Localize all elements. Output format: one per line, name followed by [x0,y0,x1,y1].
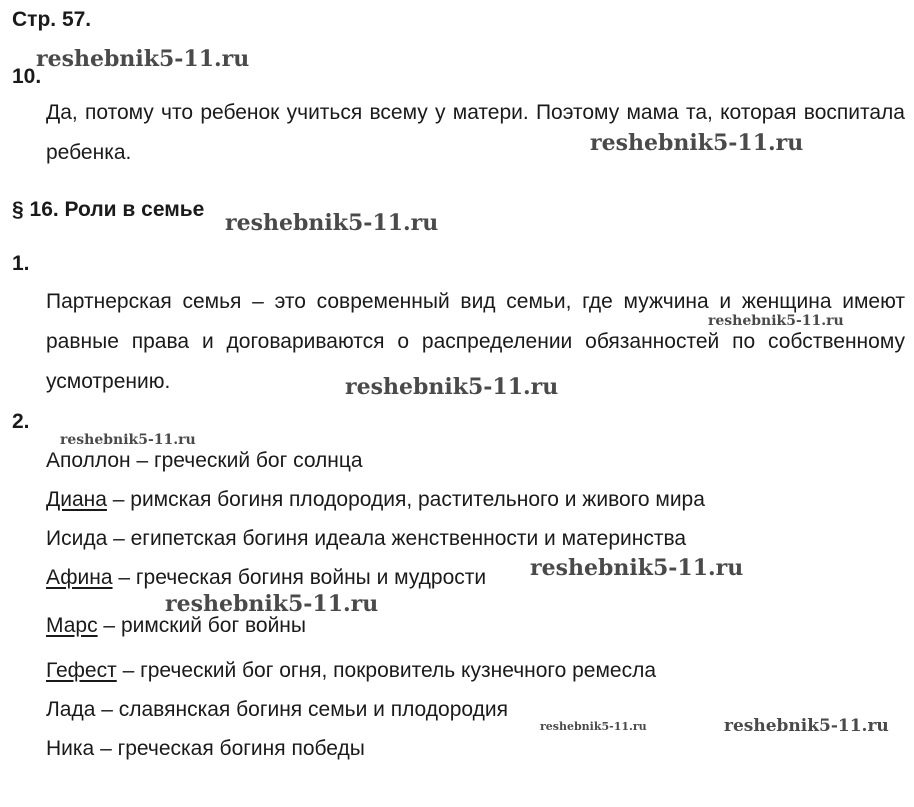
watermark: reshebnik5-11.ru [345,374,559,400]
answer-10-text: Да, потому что ребенок учиться всему у матери. Поэтому мама та, которая воспитала ребенка. [46,101,905,164]
deity-description: – римский бог войны [97,614,306,637]
list-item-mars [46,614,306,638]
list-item-isis [46,527,686,551]
section-title: § 16. Роли в семье [12,198,205,221]
deity-description: – греческая богиня войны и мудрости [112,566,487,589]
deity-name: Марс [46,614,98,637]
deity-name: Аполлон [46,449,131,472]
deity-name: Гефест [46,659,117,682]
deity-description: – греческая богиня победы [94,737,365,760]
watermark: reshebnik5-11.ru [540,720,647,733]
list-item-athena [46,566,486,590]
list-item-hephaestus [46,659,656,683]
deity-description: – греческий бог огня, покровитель кузнечного ремесла [116,659,657,682]
deity-name: Афина [46,566,113,589]
deity-description: – славянская богиня семьи и плодородия [95,698,508,721]
deity-description: – египетская богиня идеала женственности и материнства [107,527,687,550]
deity-description: – греческий бог солнца [130,449,363,472]
watermark: reshebnik5-11.ru [724,716,889,736]
list-item-lada [46,698,508,722]
deity-name: Исида [46,527,108,550]
question-number-10: 10. [12,65,42,88]
list-item-nike [46,737,365,761]
question-number-1: 1. [12,252,30,275]
deity-name: Лада [46,698,96,721]
watermark: reshebnik5-11.ru [165,591,379,617]
deity-name: Ника [46,737,95,760]
watermark: reshebnik5-11.ru [36,46,250,72]
answer-1-text: Партнерская семья – это современный вид семьи, где мужчина и женщина имеют равные права и договариваются о распределении обязанностей по собственному усмотрению. [46,290,905,393]
watermark: reshebnik5-11.ru [708,313,844,329]
watermark: reshebnik5-11.ru [590,130,804,156]
watermark: reshebnik5-11.ru [225,210,439,236]
watermark: reshebnik5-11.ru [60,432,196,448]
list-item-diana [46,488,705,512]
watermark: reshebnik5-11.ru [530,555,744,581]
deity-name: Диана [46,488,107,511]
deity-description: – римская богиня плодородия, растительного и живого мира [106,488,705,511]
question-number-2: 2. [12,410,30,433]
list-item-apollo [46,449,363,473]
page-header: Стр. 57. [12,8,92,31]
